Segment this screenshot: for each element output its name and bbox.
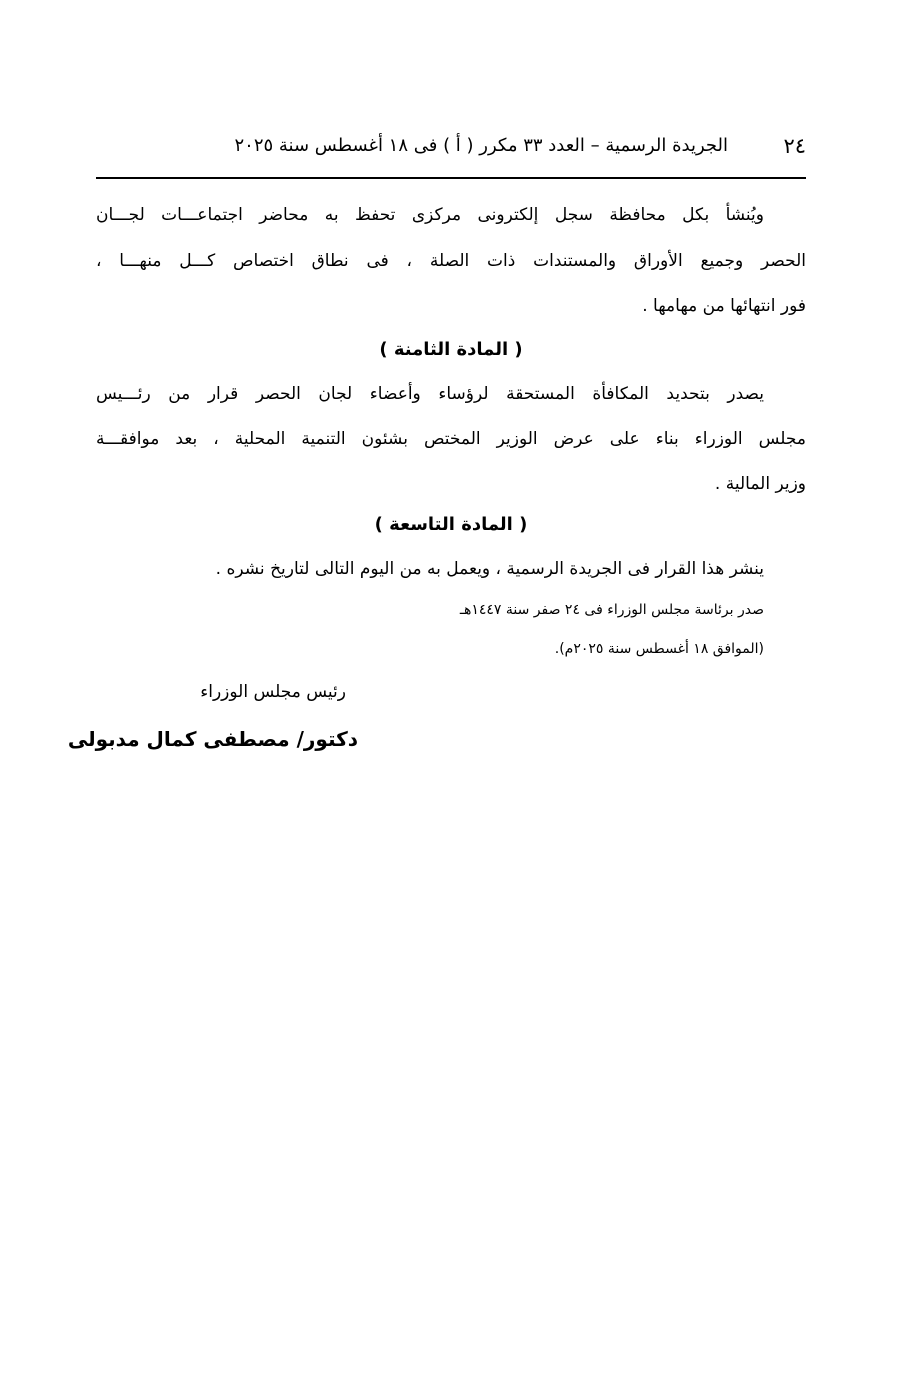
signatory-name: دكتور/ مصطفى كمال مدبولى	[67, 727, 358, 751]
article-line: وزير المالية .	[714, 474, 806, 494]
paragraph-line: الحصر وجميع الأوراق والمستندات ذات الصلة ، فى نطاق اختصاص كـــل منهـــا ،	[96, 251, 806, 271]
page-number: ٢٤	[783, 134, 806, 158]
article-heading: ( المادة التاسعة )	[374, 514, 528, 535]
article-line: يصدر بتحديد المكافأة المستحقة لرؤساء وأعضاء لجان الحصر قرار من رئـــيس	[96, 384, 764, 404]
issuance-date-gregorian: (الموافق ١٨ أغسطس سنة ٢٠٢٥م).	[554, 641, 764, 657]
header-divider	[96, 177, 806, 179]
paragraph-line: فور انتهائها من مهامها .	[642, 296, 806, 316]
article-heading: ( المادة الثامنة )	[379, 339, 523, 360]
page-header	[96, 124, 806, 166]
article-line: مجلس الوزراء بناء على عرض الوزير المختص بشئون التنمية المحلية ، بعد موافقـــة	[96, 429, 806, 449]
article-line: ينشر هذا القرار فى الجريدة الرسمية ، ويعمل به من اليوم التالى لتاريخ نشره .	[215, 559, 764, 579]
issuance-date-hijri: صدر برئاسة مجلس الوزراء فى ٢٤ صفر سنة ١٤٤٧هـ	[459, 602, 764, 618]
paragraph-line: ويُنشأ بكل محافظة سجل إلكترونى مركزى تحفظ به محاضر اجتماعـــات لجـــان	[96, 205, 764, 225]
gazette-header-title: الجريدة الرسمية – العدد ٣٣ مكرر ( أ ) فى ١٨ أغسطس سنة ٢٠٢٥	[234, 135, 728, 156]
signatory-title: رئيس مجلس الوزراء	[200, 682, 346, 702]
